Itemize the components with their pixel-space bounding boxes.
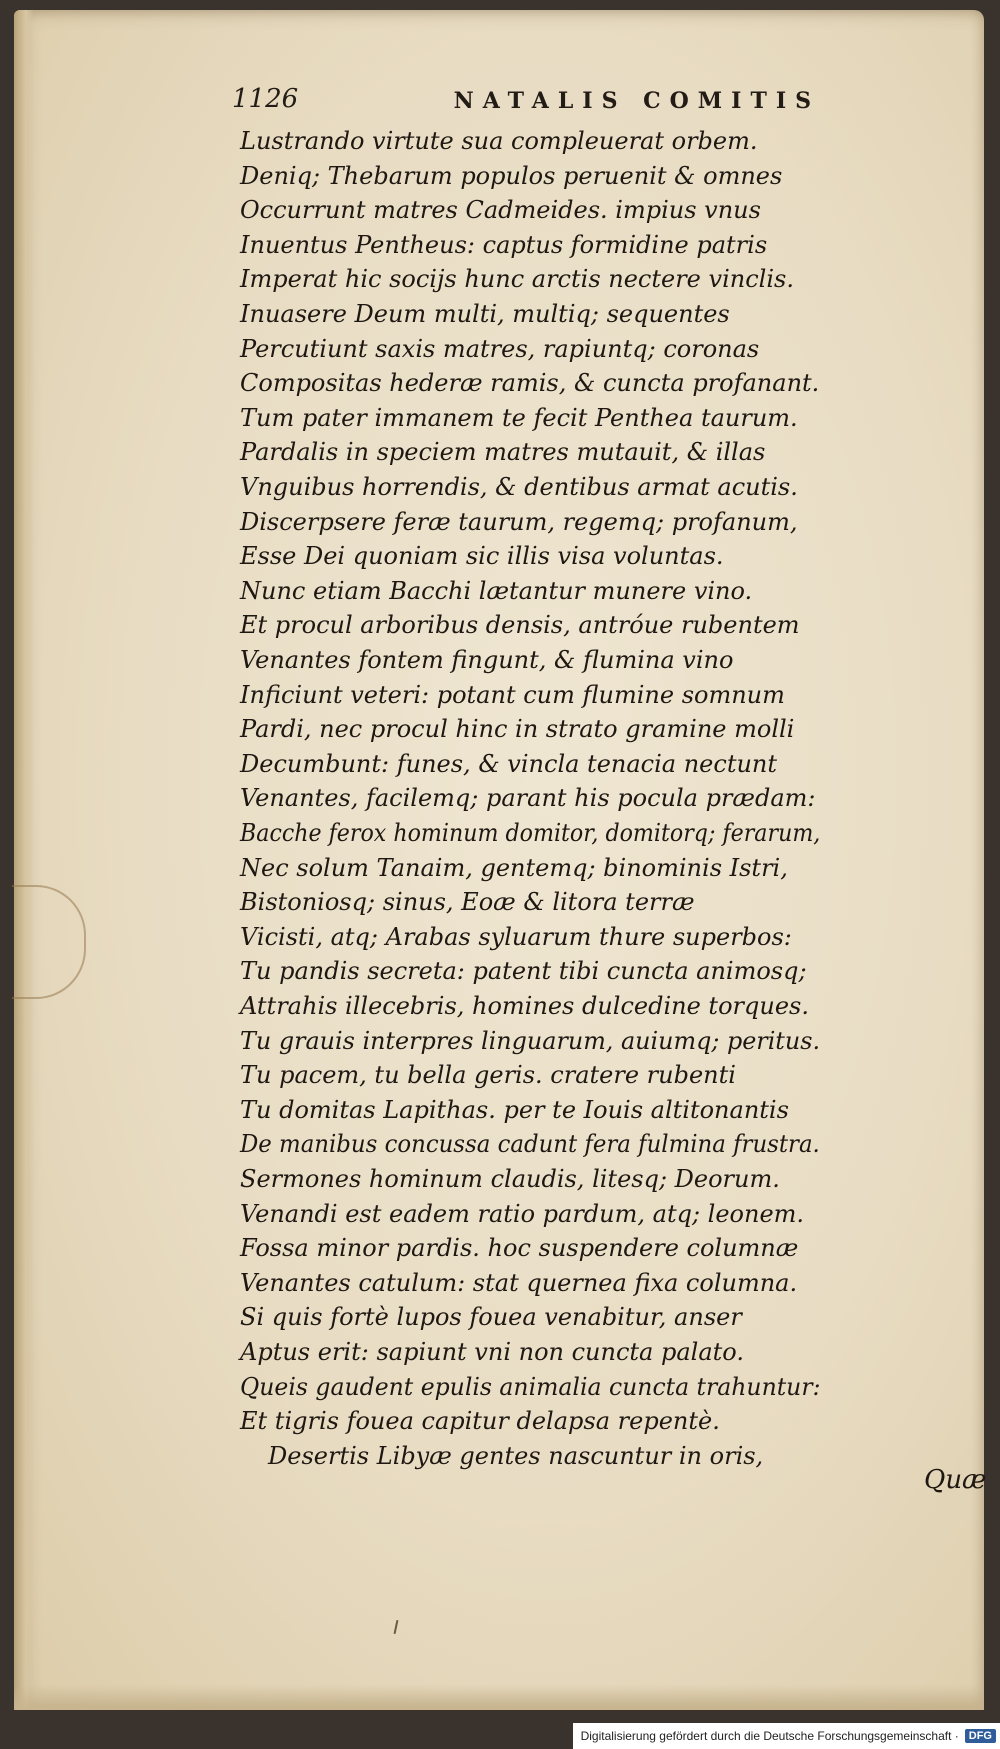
verse-line: Vnguibus horrendis, & dentibus armat acutis.	[240, 473, 798, 501]
verse-line: Si quis fortè lupos fouea venabitur, anser	[240, 1303, 742, 1332]
verse-line: Venandi est eadem ratio pardum, atq; leonem.	[240, 1199, 805, 1228]
verse-line: Desertis Libyæ gentes nascuntur in oris,	[268, 1441, 764, 1470]
verse-line: Nunc etiam Bacchi lætantur munere vino.	[240, 576, 753, 605]
verse-line: Tum pater immanem te fecit Penthea taurum.	[240, 403, 798, 432]
dfg-logo: DFG	[965, 1729, 996, 1743]
verse-line: Bacche ferox hominum domitor, domitorq; ferarum,	[240, 819, 821, 847]
verse-line: Tu grauis interpres linguarum, auiumq; peritus.	[240, 1026, 821, 1055]
verse-line: Tu pacem, tu bella geris. cratere rubenti	[240, 1061, 736, 1090]
verse-line: Et procul arboribus densis, antróue rubentem	[240, 611, 800, 640]
verse-line: Tu pandis secreta: patent tibi cuncta animosq;	[240, 957, 807, 986]
verse-line: Percutiunt saxis matres, rapiuntq; coronas	[240, 334, 760, 363]
verse-line: Pardalis in speciem matres mutauit, & illas	[240, 438, 766, 467]
verse-line: Deniq; Thebarum populos peruenit & omnes	[240, 161, 783, 190]
verse-line: Lustrando virtute sua compleuerat orbem.	[240, 127, 758, 155]
verse-line: Aptus erit: sapiunt vni non cuncta palato.	[240, 1338, 744, 1366]
verse-line: Tu domitas Lapithas. per te Iouis altitonantis	[240, 1095, 789, 1124]
page-gutter-edge	[14, 10, 34, 1710]
verse-line: Inficiunt veteri: potant cum flumine somnum	[240, 680, 785, 709]
page-bottom-edge	[14, 1684, 984, 1710]
verse-line: Pardi, nec procul hinc in strato gramine molli	[240, 715, 795, 744]
verse-line: Esse Dei quoniam sic illis visa voluntas.	[240, 542, 724, 571]
verse-line: Inuasere Deum multi, multiq; sequentes	[240, 300, 730, 328]
credit-text: Digitalisierung gefördert durch die Deutsche Forschungsgemeinschaft ·	[580, 1729, 959, 1743]
verse-line: Venantes catulum: stat quernea fixa columna.	[240, 1268, 798, 1297]
verse-line: Nec solum Tanaim, gentemq; binominis Istri,	[240, 853, 788, 882]
verse-line: Venantes, facilemq; parant his pocula prædam:	[240, 784, 816, 813]
verse-line: Imperat hic socijs hunc arctis nectere vinclis.	[240, 265, 794, 294]
verse-line: Inuentus Pentheus: captus formidine patris	[240, 230, 768, 259]
verse-line: Compositas hederæ ramis, & cuncta profanant.	[240, 369, 820, 398]
page-header	[232, 84, 820, 120]
verse-line: Vicisti, atq; Arabas syluarum thure superbos:	[240, 922, 792, 951]
verse-line: Discerpsere feræ taurum, regemq; profanum,	[240, 507, 798, 536]
verse-line: De manibus concussa cadunt fera fulmina frustra.	[240, 1130, 820, 1159]
catchword: Quæ	[924, 1465, 987, 1495]
verse-line: Fossa minor pardis. hoc suspendere columnæ	[240, 1234, 799, 1263]
page-clasp-mark	[12, 885, 86, 999]
verse-line: Attrahis illecebris, homines dulcedine torques.	[240, 992, 809, 1020]
verse-line: Et tigris fouea capitur delapsa repentè.	[240, 1407, 720, 1436]
verse-line: Sermones hominum claudis, litesq; Deorum.	[240, 1165, 780, 1193]
page-number: 1126	[232, 84, 299, 114]
verse-line: Decumbunt: funes, & vincla tenacia nectunt	[240, 749, 778, 778]
digitization-credit	[573, 1723, 1000, 1749]
verse-line: Occurrunt matres Cadmeides. impius vnus	[240, 196, 761, 225]
verse-line: Queis gaudent epulis animalia cuncta trahuntur:	[240, 1372, 821, 1401]
verse-line: Bistoniosq; sinus, Eoæ & litora terræ	[240, 888, 695, 917]
verse-line: Venantes fontem fingunt, & flumina vino	[240, 646, 734, 674]
running-title: NATALIS COMITIS	[453, 88, 820, 114]
